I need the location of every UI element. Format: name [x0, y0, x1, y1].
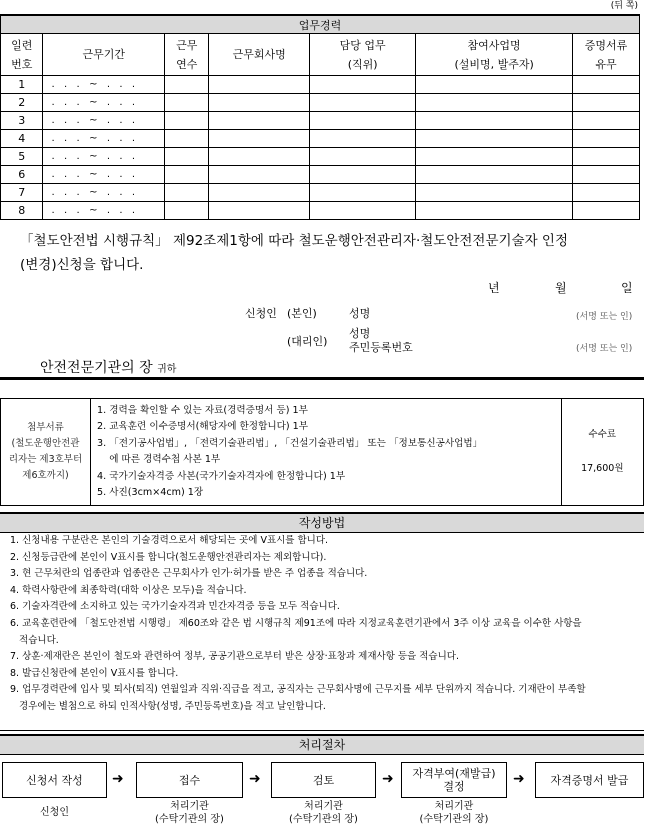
step-review: 검토 [271, 762, 376, 798]
attachment-item: 2. 교육훈련 이수증명서(해당자에 한정합니다) 1부 [97, 421, 309, 432]
agent-name-label: 성명 [349, 327, 371, 340]
row-years [164, 94, 208, 112]
row-number: 2 [1, 94, 43, 112]
applicant-sign: (서명 또는 인) [576, 312, 633, 322]
agent-id-label: 주민등록번호 [349, 341, 413, 354]
step-who-applicant: 신청인 [40, 807, 69, 818]
date-month: 월 [555, 281, 567, 295]
row-company [209, 94, 309, 112]
attachment-item: 4. 국가기술자격증 사본(국가기술자격자에 한정합니다) 1부 [97, 470, 346, 482]
row-duty [309, 166, 415, 184]
instruction-item: 적습니다. [10, 634, 59, 646]
table-row [1, 76, 640, 94]
row-years [164, 148, 208, 166]
row-project [416, 130, 573, 148]
row-project [416, 202, 573, 220]
instruction-item: 8. 발급신청란에 본인이 V표시를 합니다. [10, 667, 179, 679]
fee-value: 17,600원 [581, 463, 624, 474]
applicant-name-label: 성명 [349, 307, 371, 320]
career-title: 업무경력 [1, 15, 640, 34]
instruction-item: 2. 신청등급란에 본인이 V표시를 합니다(철도운행안전관리자는 제외합니다). [10, 551, 327, 563]
col-period: 근무기간 [43, 34, 165, 76]
row-period: . . . ~ . . . [43, 130, 165, 148]
date-year: 년 [488, 281, 500, 295]
row-years [164, 112, 208, 130]
row-period: . . . ~ . . . [43, 166, 165, 184]
step-who-agency: 처리기관 (수탁기관의 장) [289, 801, 358, 825]
row-number: 1 [1, 76, 43, 94]
row-duty [309, 184, 415, 202]
fee-cell [561, 399, 643, 506]
row-number: 6 [1, 166, 43, 184]
statement [22, 229, 568, 277]
row-number: 4 [1, 130, 43, 148]
row-number: 8 [1, 202, 43, 220]
date-day: 일 [621, 281, 633, 295]
row-proof [572, 166, 639, 184]
instruction-item: 9. 업무경력란에 입사 및 퇴사(퇴직) 연월일과 직위·직급을 적고, 공직자는 근무회사명에 근무지를 세부 단위까지 적습니다. 기재란이 부족할 [10, 684, 586, 696]
row-period: . . . ~ . . . [43, 112, 165, 130]
step-decision: 자격부여(재발급) 결정 [401, 762, 507, 798]
statement-line2: (변경)신청을 합니다. [20, 257, 144, 273]
table-row [1, 184, 640, 202]
recipient-suffix: 귀하 [157, 364, 177, 375]
row-company [209, 184, 309, 202]
row-duty [309, 202, 415, 220]
step-receipt: 접수 [136, 762, 243, 798]
agent-sign: (서명 또는 인) [576, 344, 633, 354]
col-no: 일련 번호 [1, 34, 43, 76]
row-company [209, 148, 309, 166]
attachments-label: 첨부서류 (철도운행안전관 리자는 제3호부터 제6호까지) [1, 399, 91, 506]
row-years [164, 130, 208, 148]
attachment-item: 5. 사진(3cm×4cm) 1장 [97, 487, 204, 498]
step-who-agency: 처리기관 (수탁기관의 장) [155, 801, 224, 825]
row-project [416, 184, 573, 202]
row-years [164, 184, 208, 202]
row-duty [309, 76, 415, 94]
row-number: 3 [1, 112, 43, 130]
page-label: (뒤 쪽) [610, 1, 638, 11]
row-proof [572, 94, 639, 112]
row-project [416, 112, 573, 130]
table-row [1, 148, 640, 166]
table-row [1, 112, 640, 130]
row-project [416, 166, 573, 184]
row-number: 7 [1, 184, 43, 202]
instruction-item: 1. 신청내용 구분란은 본인의 기술경력으로서 해당되는 곳에 V표시를 합니다. [10, 535, 329, 546]
instructions-title: 작성방법 [0, 512, 644, 533]
row-company [209, 166, 309, 184]
table-row [1, 130, 640, 148]
row-project [416, 76, 573, 94]
row-proof [572, 130, 639, 148]
statement-line1: 「철도안전법 시행규칙」 제92조제1항에 따라 철도운행안전관리자·철도안전전문기술자 인정 [20, 233, 568, 249]
attachments-list [91, 399, 562, 506]
attachment-item: 1. 경력을 확인할 수 있는 자료(경력증명서 등) 1부 [97, 404, 308, 416]
row-period: . . . ~ . . . [43, 184, 165, 202]
row-years [164, 166, 208, 184]
career-table [0, 14, 640, 220]
row-period: . . . ~ . . . [43, 202, 165, 220]
step-issue-certificate: 자격증명서 발급 [535, 762, 644, 798]
row-period: . . . ~ . . . [43, 94, 165, 112]
row-company [209, 130, 309, 148]
row-company [209, 76, 309, 94]
row-period: . . . ~ . . . [43, 148, 165, 166]
attachments-table [0, 398, 644, 506]
attachment-item: 에 따른 경력수첩 사본 1부 [97, 454, 221, 465]
arrow-right-icon: ➜ [513, 771, 525, 787]
table-row [1, 166, 640, 184]
attachment-item: 3. 「전기공사업법」, 「전력기술관리법」, 「건설기술관리법」 또는 「정보통신공사업법」 [97, 437, 483, 449]
col-project: 참여사업명 (설비명, 발주자) [416, 34, 573, 76]
row-duty [309, 94, 415, 112]
row-proof [572, 76, 639, 94]
row-company [209, 112, 309, 130]
col-company: 근무회사명 [209, 34, 309, 76]
col-duty: 담당 업무 (직위) [309, 34, 415, 76]
instruction-item: 4. 학력사항란에 최종학력(대학 이상은 모두)을 적습니다. [10, 584, 247, 596]
instructions-list [0, 532, 644, 731]
row-years [164, 76, 208, 94]
step-write-application: 신청서 작성 [2, 762, 107, 798]
row-duty [309, 148, 415, 166]
row-proof [572, 112, 639, 130]
recipient [40, 357, 176, 377]
step-who-agency: 처리기관 (수탁기관의 장) [419, 801, 489, 825]
arrow-right-icon: ➜ [382, 771, 394, 787]
table-row [1, 202, 640, 220]
row-proof [572, 202, 639, 220]
row-number: 5 [1, 148, 43, 166]
instruction-item: 경우에는 별첨으로 하되 인적사항(성명, 주민등록번호)을 적고 날인합니다. [10, 700, 326, 712]
row-duty [309, 112, 415, 130]
arrow-right-icon: ➜ [112, 771, 124, 787]
applicant-label: 신청인 [245, 307, 277, 320]
col-proof: 증명서류 유무 [572, 34, 639, 76]
recipient-title: 안전전문기관의 장 [40, 360, 153, 376]
row-duty [309, 130, 415, 148]
instruction-item: 7. 상훈·제재란은 본인이 철도와 관련하여 정부, 공공기관으로부터 받은 상장·표창과 제재사항 등을 적습니다. [10, 651, 459, 663]
arrow-right-icon: ➜ [249, 771, 261, 787]
row-proof [572, 184, 639, 202]
instruction-item: 6. 교육훈련란에 「철도안전법 시행령」 제60조와 같은 법 시행규칙 제91조에 따라 지정교육훈련기관에서 3주 이상 교육을 이수한 사항을 [10, 617, 582, 629]
process-title: 처리절차 [0, 734, 644, 755]
row-years [164, 202, 208, 220]
fee-label: 수수료 [588, 429, 617, 440]
row-proof [572, 148, 639, 166]
row-project [416, 148, 573, 166]
recipient-underline [0, 377, 644, 380]
table-row [1, 94, 640, 112]
instruction-item: 3. 현 근무처란의 업종란과 업종란은 근무회사가 인가·허가를 받은 주 업종을 적습니다. [10, 568, 368, 580]
row-company [209, 202, 309, 220]
instruction-item: 6. 기술자격란에 소지하고 있는 국가기술자격과 민간자격증 등을 모두 적습니다. [10, 601, 340, 613]
col-years: 근무 연수 [164, 34, 208, 76]
row-project [416, 94, 573, 112]
row-period: . . . ~ . . . [43, 76, 165, 94]
applicant-self: (본인) [287, 307, 317, 320]
agent-label: (대리인) [287, 335, 328, 348]
